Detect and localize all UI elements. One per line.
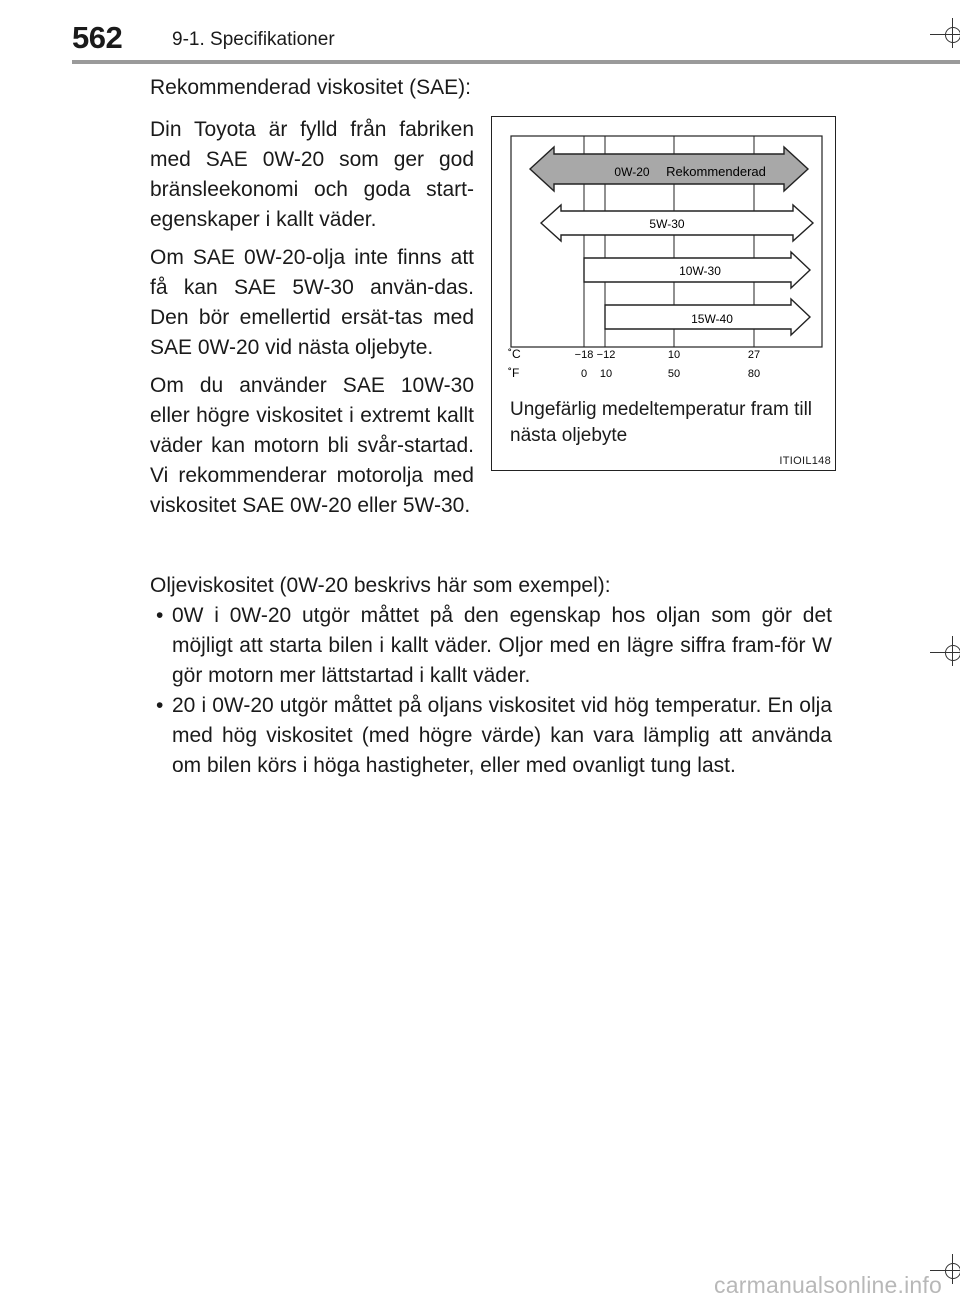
unit-fahrenheit: ˚F (508, 366, 520, 380)
tick-c-4: 27 (747, 349, 761, 361)
label-10w30: 10W-30 (679, 264, 721, 278)
paragraph-cold-weather: Om du använder SAE 10W-30 eller högre viskositet i extremt kallt väder kan motorn bli svår-startad. Vi rekommenderar motorolja med viskositet SAE 0W-20 eller 5W-30. (150, 374, 474, 517)
label-0w20: 0W-20 (614, 165, 650, 179)
tick-f-1: 0 (580, 368, 588, 380)
label-5w30: 5W-30 (649, 217, 685, 231)
bullet-glyph: • (156, 604, 164, 627)
viscosity-figure (491, 116, 836, 471)
tick-c-1: −18 (574, 349, 594, 361)
tick-c-3: 10 (667, 349, 681, 361)
label-recommended: Rekommenderad (666, 164, 766, 179)
page-number: 562 (72, 20, 123, 55)
list-item (150, 691, 832, 781)
bullet-glyph: • (156, 694, 164, 717)
figure-caption: Ungefärlig medeltemperatur fram till nästa oljebyte (510, 399, 813, 446)
bullet-list (150, 601, 832, 781)
figure-id: ITIOIL148 (779, 455, 831, 467)
lead-text (150, 115, 474, 521)
list-item (150, 601, 832, 691)
tick-f-3: 50 (667, 368, 681, 380)
label-15w40: 15W-40 (691, 312, 733, 326)
bullet-text-high-temp: 20 i 0W-20 utgör måttet på oljans viskositet vid hög temperatur. En olja med hög viskositet (med högre värde) kan vara lämplig att använda om bilen körs i höga hastigheter, eller med ovanligt tung last. (172, 694, 832, 777)
tick-f-2: 10 (599, 368, 613, 380)
bullet-text-cold-start: 0W i 0W-20 utgör måttet på den egenskap hos oljan som gör det möjligt att starta bilen i kallt väder. Oljor med en lägre siffra fram-för W gör motorn mer lättstartad i kallt väder. (172, 604, 832, 687)
paragraph-factory-fill: Din Toyota är fylld från fabriken med SAE 0W-20 som ger god bränsleekonomi och goda start-egenskaper i kallt väder. (150, 118, 474, 231)
paragraph-alternative-oil: Om SAE 0W-20-olja inte finns att få kan SAE 5W-30 använ-das. Den bör emellertid ersät-tas med SAE 0W-20 vid nästa oljebyte. (150, 246, 474, 359)
viscosity-subheading: Rekommenderad viskositet (SAE): (150, 76, 471, 99)
viscosity-intro: Oljeviskositet (0W-20 beskrivs här som exempel): (150, 574, 611, 597)
watermark: carmanualsonline.info (714, 1272, 942, 1298)
section-title: 9-1. Specifikationer (172, 29, 335, 50)
lower-text (150, 571, 832, 781)
unit-celsius: ˚C (508, 347, 521, 361)
header-rule (72, 60, 960, 64)
tick-c-2: −12 (596, 349, 616, 361)
tick-f-4: 80 (747, 368, 761, 380)
